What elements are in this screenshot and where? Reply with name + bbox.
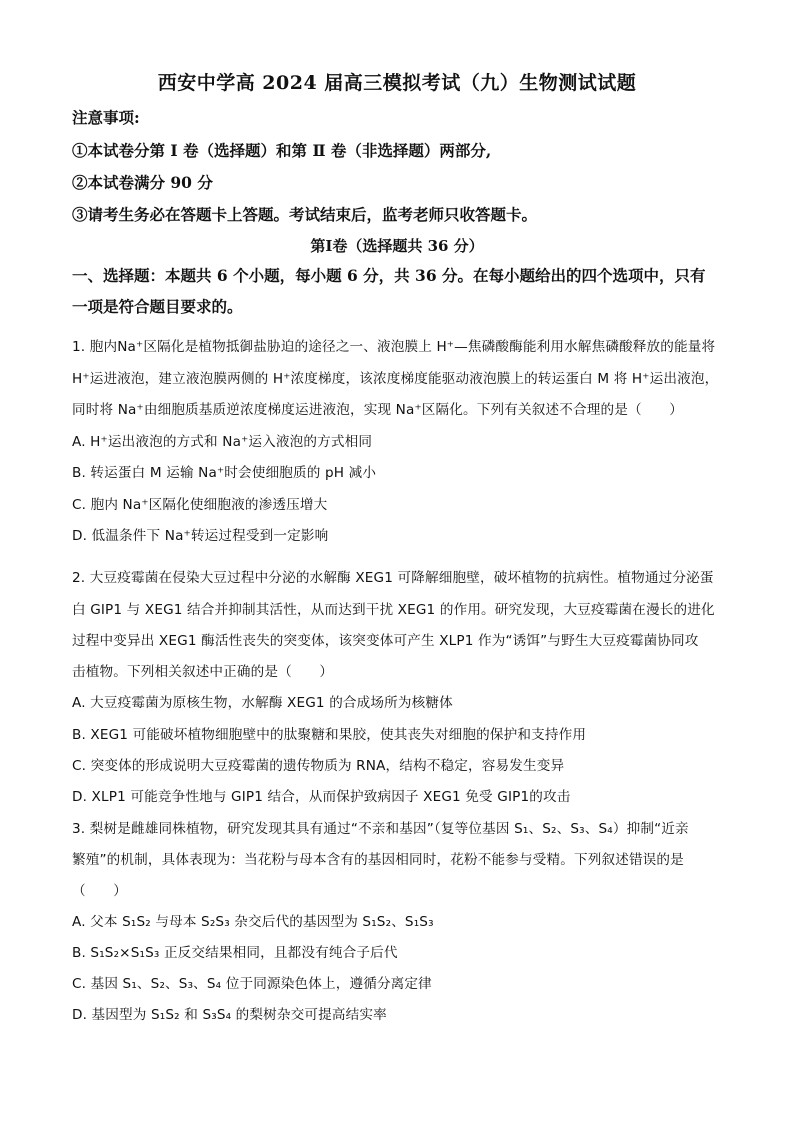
q1-stem-line3: 同时将 Na⁺由细胞质基质逆浓度梯度运进液泡，实现 Na⁺区隔化。下列有关叙述不合理的是（ ） — [72, 402, 683, 418]
q1-option-a: A. H⁺运出液泡的方式和 Na⁺运入液泡的方式相同 — [72, 434, 373, 450]
q3-option-c: C. 基因 S₁、S₂、S₃、S₄ 位于同源染色体上，遵循分离定律 — [72, 976, 432, 992]
q3-stem-line3: （ ） — [72, 883, 127, 899]
notice-heading: 注意事项: — [72, 108, 140, 127]
q2-option-c: C. 突变体的形成说明大豆疫霉菌的遗传物质为 RNA，结构不稳定，容易发生变异 — [72, 758, 565, 774]
section1-instruction-line2: 一项是符合题目要求的。 — [72, 297, 243, 316]
notice-item-3: ③请考生务必在答题卡上答题。考试结束后，监考老师只收答题卡。 — [72, 205, 538, 224]
q1-stem-line2: H⁺运进液泡，建立液泡膜两侧的 H⁺浓度梯度，该浓度梯度能驱动液泡膜上的转运蛋白 M 将 H⁺运出液泡， — [72, 371, 719, 387]
q3-option-b: B. S₁S₂×S₁S₃ 正反交结果相同，且都没有纯合子后代 — [72, 945, 398, 961]
q1-option-d: D. 低温条件下 Na⁺转运过程受到一定影响 — [72, 528, 329, 544]
q3-stem-line2: 繁殖”的机制，具体表现为：当花粉与母本含有的基因相同时，花粉不能参与受精。下列叙述错误的是 — [72, 852, 684, 868]
q3-option-d: D. 基因型为 S₁S₂ 和 S₃S₄ 的梨树杂交可提高结实率 — [72, 1007, 387, 1023]
notice-item-1: ①本试卷分第 Ⅰ 卷（选择题）和第 Ⅱ 卷（非选择题）两部分, — [72, 141, 492, 160]
q2-stem-line4: 击植物。下列相关叙述中正确的是（ ） — [72, 664, 334, 680]
section1-instruction-line1: 一、选择题：本题共 6 个小题，每小题 6 分，共 36 分。在每小题给出的四个选项中，只有 — [72, 266, 706, 285]
q1-option-b: B. 转运蛋白 M 运输 Na⁺时会使细胞质的 pH 减小 — [72, 465, 377, 481]
q2-stem-line1: 2. 大豆疫霉菌在侵染大豆过程中分泌的水解酶 XEG1 可降解细胞壁，破坏植物的抗病性。植物通过分泌蛋 — [72, 570, 714, 586]
q2-option-a: A. 大豆疫霉菌为原核生物，水解酶 XEG1 的合成场所为核糖体 — [72, 695, 453, 711]
part1-title: 第Ⅰ卷（选择题共 36 分） — [310, 237, 484, 255]
q3-option-a: A. 父本 S₁S₂ 与母本 S₂S₃ 杂交后代的基因型为 S₁S₂、S₁S₃ — [72, 914, 434, 930]
q1-stem-line1: 1. 胞内Na⁺区隔化是植物抵御盐胁迫的途径之一、液泡膜上 H⁺—焦磷酸酶能利用水解焦磷酸释放的能量将 — [72, 339, 716, 355]
notice-item-2: ②本试卷满分 90 分 — [72, 173, 213, 192]
q1-option-c: C. 胞内 Na⁺区隔化使细胞液的渗透压增大 — [72, 497, 328, 513]
q3-stem-line1: 3. 梨树是雌雄同株植物，研究发现其具有通过“不亲和基因”（复等位基因 S₁、S₂、S₃、S₄）抑制“近亲 — [72, 821, 689, 837]
q2-stem-line3: 过程中变异出 XEG1 酶活性丧失的突变体，该突变体可产生 XLP1 作为“诱饵”与野生大豆疫霉菌协同攻 — [72, 633, 699, 649]
q2-option-b: B. XEG1 可能破坏植物细胞壁中的肽聚糖和果胶，使其丧失对细胞的保护和支持作用 — [72, 727, 587, 743]
exam-title: 西安中学高 2024 届高三模拟考试（九）生物测试试题 — [157, 72, 637, 94]
q2-stem-line2: 白 GIP1 与 XEG1 结合并抑制其活性，从而达到干扰 XEG1 的作用。研究发现，大豆疫霉菌在漫长的进化 — [72, 602, 715, 618]
q2-option-d: D. XLP1 可能竞争性地与 GIP1 结合，从而保护致病因子 XEG1 免受 GIP1的攻击 — [72, 789, 571, 805]
